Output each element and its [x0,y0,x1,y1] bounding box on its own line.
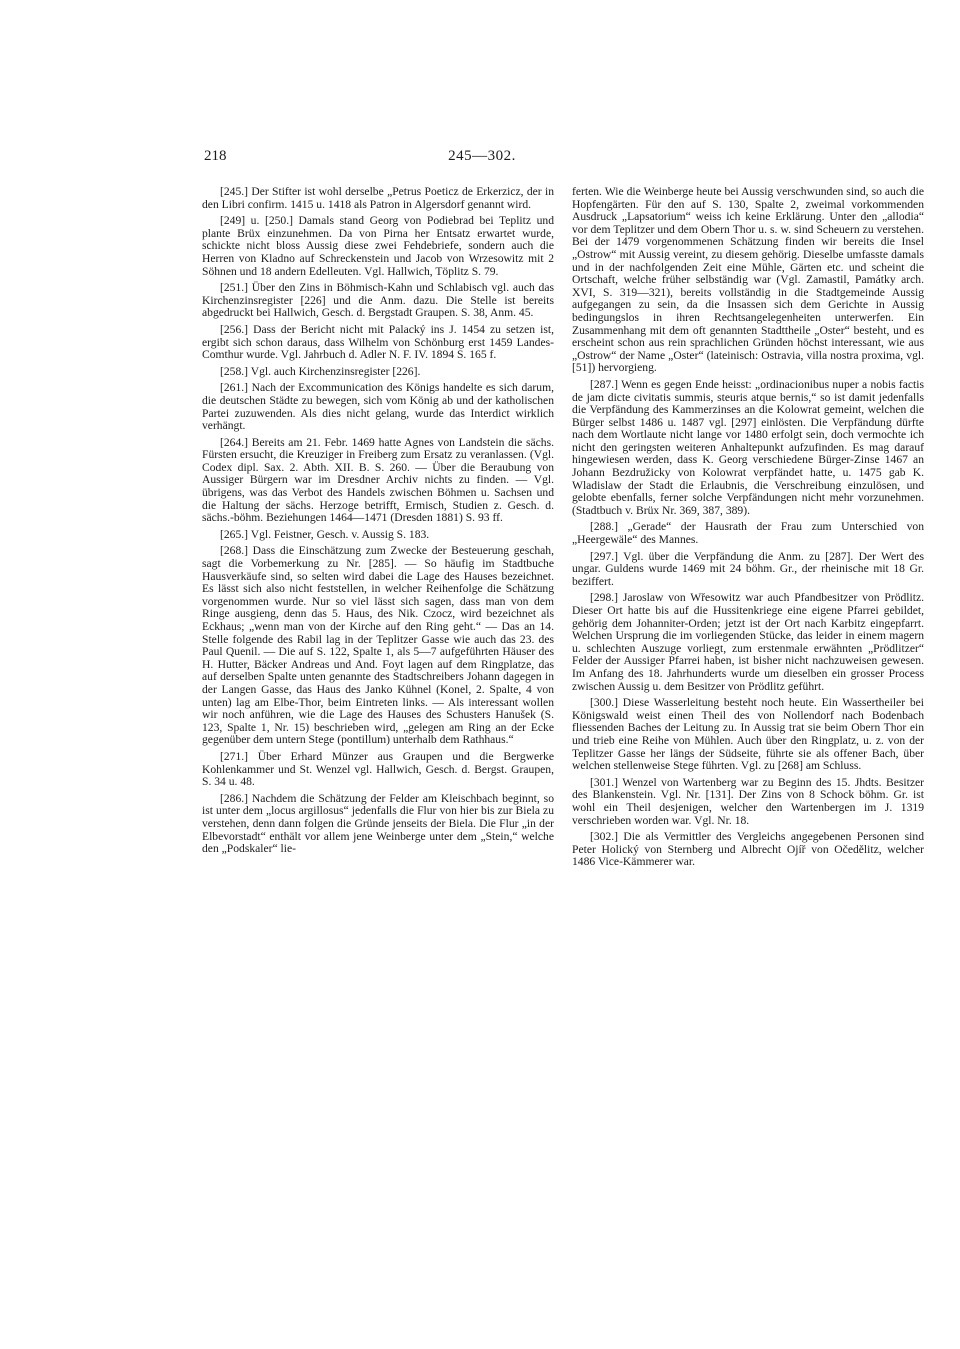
note-251: [251.] Über den Zins in Böhmisch-Kahn und Schlabisch vgl. auch das Kirchenzinsregister [226] und die Anm. dazu. Die Stelle ist bereits abgedruckt bei Hallwich, Gesch. d. Bergstadt Graupen. S. 38, Anm. 45. [202,281,554,320]
note-268: [268.] Dass die Einschätzung zum Zwecke der Besteuerung geschah, sagt die Vorbemerkung zu Nr. [285]. — So häufig im Stadtbuche Hausverkäufe sind, so selten wird dabei die Lage des Hauses bezeichnet. Es lässt sich also nicht feststellen, in welcher Reihenfolge die Schätzung vorgenommen wurde. Nur so viel lässt sich sagen, dass man von dem Ringe ausgieng, denn das 5. Haus, des Nik. Czocz, wird bezeichnet als Eckhaus; „wenn man von der Kirche auf den Ring geht.“ — Das an 14. Stelle folgende des Rabil lag in der Teplitzer Gasse wie auch das 23. des Paul Quenil. — Die auf S. 122, Spalte 1, als 5—7 aufgeführten Häuser des H. Hutter, Bäcker Andreas und And. Foyt lagen auf dem Ringplatze, das auf derselben Spalte unten genannte des Stadtschreibers Johann dagegen in der Langen Gasse, das Haus des Janko Kühnel (Konel, 2. Spalte, 4 von unten) lag am Elbe-Thor, beim Eintreten links. — Als interessant wollen wir noch anführen, wie die Lage des Hauses des Schusters Hanušek (S. 123, Spalte 1, Nr. 15) beschrieben wird, „gelegen am Ring an der Ecke gegenüber dem untern Stege (pontillum) unterhalb dem Rathhaus.“ [202,544,554,747]
page-number: 218 [204,148,227,164]
note-245: [245.] Der Stifter ist wohl derselbe „Petrus Poeticz de Erkerzicz, der in den Libri confirm. 1415 u. 1418 als Patron in Algersdorf genannt wird. [202,185,554,211]
note-256: [256.] Dass der Bericht nicht mit Palacký ins J. 1454 zu setzen ist, ergibt sich schon daraus, dass Wilhelm von Schönburg erst 1459 Landes-Comthur wurde. Vgl. Jahrbuch d. Adler N. F. IV. 1894 S. 165 f. [202,322,554,362]
note-288: [288.] „Gerade“ der Hausrath der Frau zum Unterschied von „Heergewäle“ des Mannes. [572,520,924,547]
note-258: [258.] Vgl. auch Kirchenzinsregister [226]. [220,364,421,378]
note-261: [261.] Nach der Excommunication des Königs handelte es sich darum, die deutschen Städte zu bewegen, sich vom König ab und der katholischen Partei zuzuwenden. Als dies nicht gelang, wurde das Interdict wirklich verhängt. [202,381,554,433]
note-286-continued: ferten. Wie die Weinberge heute bei Aussig verschwunden sind, so auch die Hopfengärten. Für den auf S. 130, Spalte 2, zweimal vorkommenden Ausdruck „Lapsatorium“ weiss ich keine Erklärung. Unter den „allodia“ vor dem Teplitzer und dem Obern Thor u. s. w. sind Scheuern zu verstehen. Bei der 1479 vorgenommenen Schätzung finden wir bereits die Insel „Ostrow“ mit Aussig vereint, zu diesem gehörig. Dieselbe umfasste damals und in der nachfolgenden Zeit eine Mühle, Gärten etc. und scheint die Ortschaft, welche früher selbständig war (Vgl. Zamastil, Památky arch. XVI, S. 319—321), bereits vollständig in die Stadtgemeinde Aussig aufgegangen zu sein, da die Insassen sich dem Gerichte in Aussig bedingungslos in ihren Rechtsangelegenheiten unterwerfen. Ein Zusammenhang mit dem oft genannten Stadttheile „Oster“ besteht, und es erscheint schon aus rein sprachlichen Gründen höchst interessant, wie aus „Ostrow“ der Name „Oster“ (lateinisch: Ostravia, villa nostra proxima, vgl. [51]) hervorgieng. [572,185,924,375]
note-300: [300.] Diese Wasserleitung besteht noch heute. Ein Wassertheiler bei Königswald weist einen Theil des von Nollendorf nach Bodenbach fliessenden Baches der Leitung zu. In Aussig trat sie beim Obern Thor ein und trieb eine Reihe von Mühlen. Auch über den Ringplatz, u. z. von der Teplitzer Gasse her längs der Südseite, führte sie als offener Bach, über welchen stellenweise Stege führten. Vgl. zu [268] am Schluss. [572,696,924,773]
note-297: [297.] Vgl. über die Verpfändung die Anm. zu [287]. Der Wert des ungar. Guldens wurde 1469 mit 24 böhm. Gr., der rheinische mit 18 Gr. beziffert. [572,549,924,588]
note-301: [301.] Wenzel von Wartenberg war zu Beginn des 15. Jhdts. Besitzer des Blankenstein. Vgl. Nr. [131]. Der Zins von 8 Schock böhm. Gr. ist wohl ein Theil desjenigen, welcher den Wartenbergen im J. 1319 verschrieben worden war. Vgl. Nr. 18. [572,775,924,827]
note-271: [271.] Über Erhard Münzer aus Graupen und die Bergwerke Kohlenkammer und St. Wenzel vgl. Hallwich, Gesch. d. Bergst. Graupen, S. 34 u. 48. [202,749,554,789]
note-264: [264.] Bereits am 21. Febr. 1469 hatte Agnes von Landstein die sächs. Fürsten ersucht, die Kreuziger in Freiberg zum Ersatz zu veranlassen. (Vgl. Codex dipl. Sax. 2. Abth. XII. B. S. 260. — Über die Beraubung von Aussiger Bürgern war im Dresdner Archiv nichts zu finden. — Vgl. übrigens, was das Verbot des Handels zwischen Böhmen u. Sachsen und die Haltung der sächs. Herzoge betrifft, Ermisch, Studien z. Gesch. d. sächs.-böhm. Beziehungen 1464—1471 (Dresden 1881) S. 93 ff. [202,435,554,525]
note-287: [287.] Wenn es gegen Ende heisst: „ordinacionibus nuper a nobis factis de jam dicte civitatis summis, steuris atque bernis,“ so ist damit jedenfalls die Verpfändung des Kammerzinses an die Kolowrat gemeint, welchen die Bürger selbst 1486 u. 1487 vgl. [297] einlösten. Die Verpfändung dürfte nach dem Wortlaute nicht lange vor 1480 erfolgt sein, doch vermochte ich nicht den geringsten weiteren Anhaltepunkt aufzufinden. Es mag darauf hingewiesen werden, dass K. Georg verschiedene Bürger-Zinse 1467 an Johann Bezdružicky von Kolowrat verpfändet hatte, u. 1475 gab K. Wladislaw der Stadt die Erlaubnis, die Verschreibung einzulösen, und gelobte ebenfalls, ferner solche Verpfändungen nicht mehr vorzunehmen. (Stadtbuch v. Brüx Nr. 369, 387, 389). [572,377,924,517]
note-298: [298.] Jaroslaw von Wřesowitz war auch Pfandbesitzer von Prödlitz. Dieser Ort hatte bis auf die Hussitenkriege eine eigene Pfarrei gebildet, gehörig dem Johanniter-Orden; jetzt ist der Ort nach Karbitz eingepfarrt. Welchen Ursprung die im vorliegenden Stücke, das leider in einem magern u. schlechten Auszuge vorliegt, zum erstenmale erwähnten „Prödlitzer“ Felder der Aussiger Pfarrei haben, ist bisher nicht nachzuweisen gewesen. Im Anfang des 18. Jahrhunderts wurde um dieselben ein grosser Process zwischen Aussig u. dem Besitzer von Prödlitz geführt. [572,591,924,693]
note-249-250: [249] u. [250.] Damals stand Georg von Podiebrad bei Teplitz und plante Brüx einzunehmen. Da von Pirna her Entsatz erwartet wurde, schickte nicht bloss Aussig diese zwei Fehdebriefe, sondern auch die Herren von Kladno auf Schreckenstein und Jacob von Wrzesowitz mit 2 Söhnen und 18 andern Edelleuten. Vgl. Hallwich, Töplitz S. 79. [202,214,554,278]
page-header [204,148,760,172]
note-265: [265.] Vgl. Feistner, Gesch. v. Aussig S. 183. [220,527,430,541]
right-column [572,186,924,873]
note-286: [286.] Nachdem die Schätzung der Felder am Kleischbach beginnt, so ist unter dem „locus argillosus“ jedenfalls die Flur von hier bis zur Biela zu verstehen, denn dann folgen die Gründe jenseits der Biela. Die Flur „in der Elbevorstadt“ enthält vor allem jene Weinberge unter dem „Stein,“ welche den „Podskaler“ lie- [202,791,554,856]
running-head: 245—302. [448,148,516,164]
left-column [202,186,554,860]
note-302: [302.] Die als Vermittler des Vergleichs angegebenen Personen sind Peter Holický von Sternberg und Albrecht Ojíř von Očedělitz, welcher 1486 Vice-Kämmerer war. [572,830,924,869]
